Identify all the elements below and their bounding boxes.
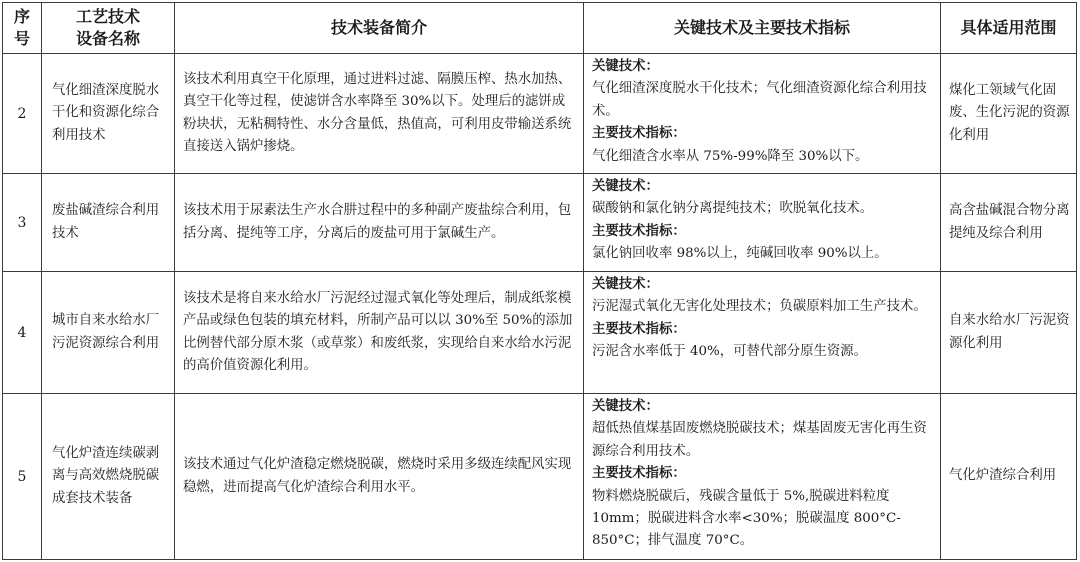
key-tech-cell xyxy=(584,54,941,174)
tech-name: 废盐碱渣综合利用技术 xyxy=(42,174,175,272)
key-tech-label: 关键技术： xyxy=(592,399,659,414)
scope-cell: 自来水给水厂污泥资源化利用 xyxy=(941,272,1077,394)
header-seq xyxy=(3,3,42,54)
indicator-text: 气化细渣含水率从 75%-99%降至 30%以下。 xyxy=(592,148,869,164)
table-row xyxy=(3,174,1077,272)
key-tech-cell xyxy=(584,174,941,272)
header-key-text: 关键技术及主要技术指标 xyxy=(673,18,850,37)
tech-name: 气化细渣深度脱水干化和资源化综合利用技术 xyxy=(42,54,175,174)
table-row xyxy=(3,394,1077,560)
indicator-label: 主要技术指标： xyxy=(592,223,686,239)
tech-intro: 该技术是将自来水给水厂污泥经过湿式氧化等处理后，制成纸浆模产品或绿色包装的填充材料，所制产品可以以 30%至 50%的添加比例替代部分原木浆（或草浆）和废纸浆，实现给自来水给水污泥的高价值资源化利用。 xyxy=(175,272,584,394)
header-intro xyxy=(175,3,584,54)
technology-table xyxy=(2,2,1077,560)
key-tech-text: 碳酸钠和氯化钠分离提纯技术；吹脱氧化技术。 xyxy=(592,201,874,217)
key-tech-text: 污泥湿式氧化无害化处理技术；负碳原料加工生产技术。 xyxy=(592,299,927,315)
header-key xyxy=(584,3,941,54)
key-tech-text: 超低热值煤基固废燃烧脱碳技术；煤基固废无害化再生资源综合利用技术。 xyxy=(592,421,927,459)
row-number: 5 xyxy=(3,394,42,560)
header-intro-text: 技术装备简介 xyxy=(330,18,427,37)
row-number: 3 xyxy=(3,174,42,272)
scope-cell: 气化炉渣综合利用 xyxy=(941,394,1077,560)
scope-cell: 高含盐碱混合物分离提纯及综合利用 xyxy=(941,174,1077,272)
indicator-label: 主要技术指标： xyxy=(592,126,686,142)
scope-cell: 煤化工领域气化固废、生化污泥的资源化利用 xyxy=(941,54,1077,174)
header-name-text: 工艺技术 设备名称 xyxy=(75,7,140,48)
key-tech-cell xyxy=(584,272,941,394)
key-tech-text: 气化细渣深度脱水干化技术；气化细渣资源化综合利用技术。 xyxy=(592,81,927,119)
tech-intro: 该技术利用真空干化原理，通过进料过滤、隔膜压榨、热水加热、真空干化等过程，使滤饼含水率降至 30%以下。处理后的滤饼成粉块状，无粘稠特性、水分含量低，热值高，可利用皮带输送系统直接送入锅炉掺烧。 xyxy=(175,54,584,174)
header-scope-text: 具体适用范围 xyxy=(960,18,1057,37)
header-row xyxy=(3,3,1077,54)
key-tech-cell xyxy=(584,394,941,560)
indicator-text: 物料燃烧脱碳后，残碳含量低于 5%,脱碳进料粒度 10mm；脱碳进料含水率<30%；脱碳温度 800°C-850°C；排气温度 70°C。 xyxy=(592,488,901,549)
indicator-label: 主要技术指标： xyxy=(592,321,686,337)
header-scope xyxy=(941,3,1077,54)
indicator-text: 氯化钠回收率 98%以上，纯碱回收率 90%以上。 xyxy=(592,246,888,262)
row-number: 2 xyxy=(3,54,42,174)
header-name xyxy=(42,3,175,54)
table-row xyxy=(3,272,1077,394)
table-row xyxy=(3,54,1077,174)
indicator-label: 主要技术指标： xyxy=(592,466,686,482)
tech-intro: 该技术用于尿素法生产水合肼过程中的多种副产废盐综合利用，包括分离、提纯等工序，分离后的废盐可用于氯碱生产。 xyxy=(175,174,584,272)
indicator-text: 污泥含水率低于 40%，可替代部分原生资源。 xyxy=(592,344,868,360)
header-seq-text: 序 号 xyxy=(13,7,30,48)
key-tech-label: 关键技术： xyxy=(592,277,659,292)
tech-intro: 该技术通过气化炉渣稳定燃烧脱碳，燃烧时采用多级连续配风实现稳燃，进而提高气化炉渣综合利用水平。 xyxy=(175,394,584,560)
row-number: 4 xyxy=(3,272,42,394)
key-tech-label: 关键技术： xyxy=(592,179,659,194)
tech-name: 气化炉渣连续碳剥离与高效燃烧脱碳成套技术装备 xyxy=(42,394,175,560)
tech-name: 城市自来水给水厂污泥资源综合利用 xyxy=(42,272,175,394)
key-tech-label: 关键技术： xyxy=(592,59,659,74)
